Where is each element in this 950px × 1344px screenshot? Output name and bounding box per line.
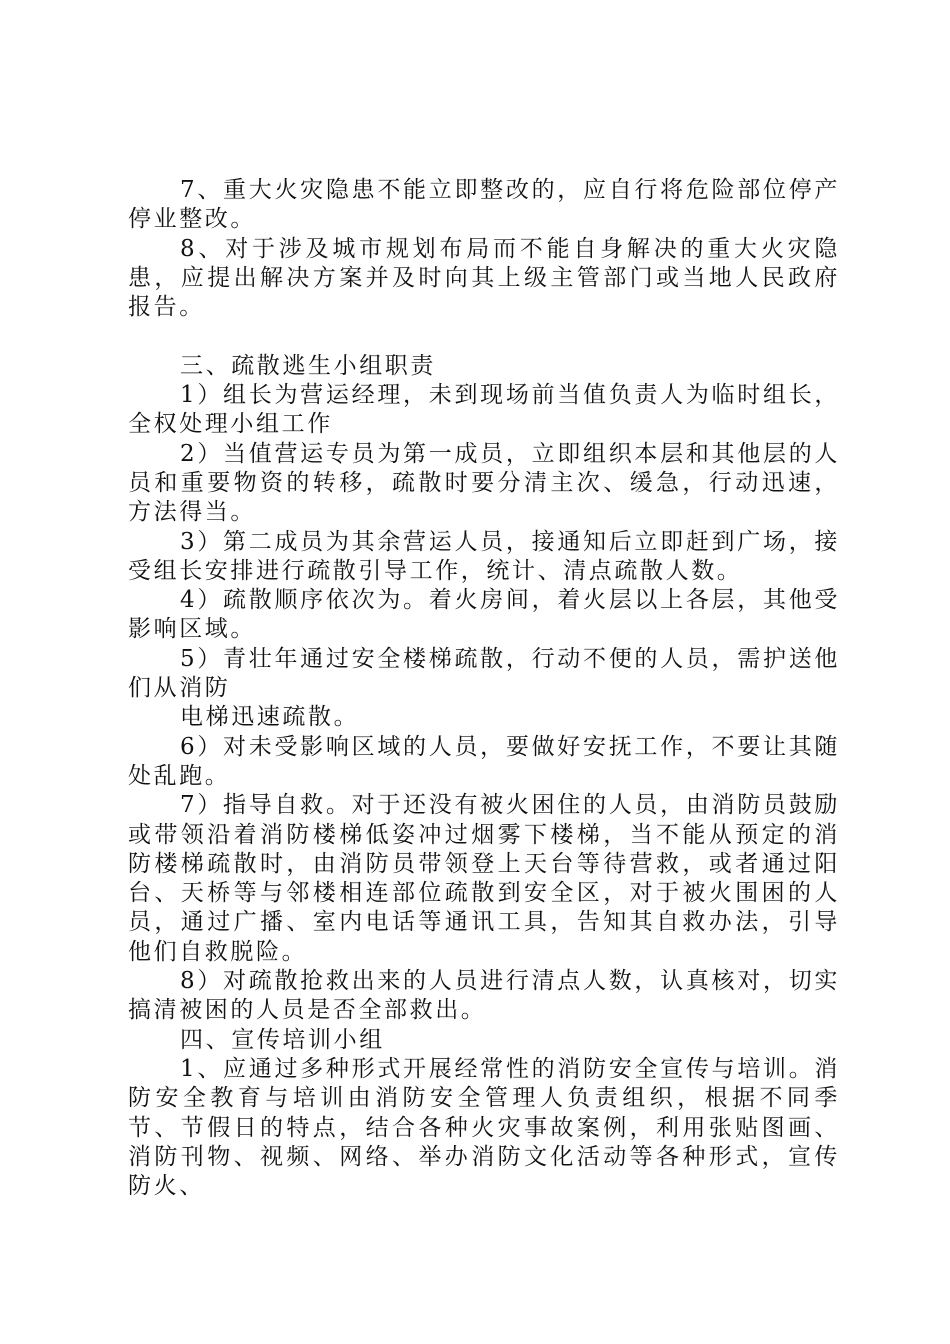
evacuation-item-3: 3）第二成员为其余营运人员，接通知后立即赶到广场，接受组长安排进行疏散引导工作，统计、清点疏散人数。: [128, 528, 840, 584]
evacuation-item-5: 5）青壮年通过安全楼梯疏散，行动不便的人员，需护送他们从消防: [128, 645, 840, 702]
paragraph-spacer: [128, 322, 840, 351]
evacuation-item-1: 1）组长为营运经理，未到现场前当值负责人为临时组长，全权处理小组工作: [128, 382, 840, 438]
evacuation-item-4: 4）疏散顺序依次为。着火房间，着火层以上各层，其他受影响区域。: [128, 587, 840, 643]
training-item-1: 1、应通过多种形式开展经常性的消防安全宣传与培训。消防安全教育与培训由消防安全管理人负责组织，根据不同季节、节假日的特点，结合各种火灾事故案例，利用张贴图画、消防刊物、视频、网络、举办消防文化活动等各种形式，宣传防火、: [128, 1055, 840, 1200]
evacuation-item-8: 8）对疏散抢救出来的人员进行清点人数，认真核对，切实搞清被困的人员是否全部救出。: [128, 968, 840, 1024]
section-heading-evacuation: 三、疏散逃生小组职责: [180, 352, 436, 379]
paragraph-item-8-report: 8、对于涉及城市规划布局而不能自身解决的重大火灾隐患，应提出解决方案并及时向其上级主管部门或当地人民政府报告。: [128, 235, 840, 321]
paragraph-item-7-rectification: 7、重大火灾隐患不能立即整改的，应自行将危险部位停产停业整改。: [128, 177, 840, 233]
document-body: [128, 176, 840, 1201]
evacuation-item-6: 6）对未受影响区域的人员，要做好安抚工作，不要让其随处乱跑。: [128, 733, 840, 789]
section-heading-training: 四、宣传培训小组: [180, 1026, 385, 1053]
evacuation-item-7: 7）指导自救。对于还没有被火困住的人员，由消防员鼓励或带领沿着消防楼梯低姿冲过烟雾下楼梯，当不能从预定的消防楼梯疏散时，由消防员带领登上天台等待营救，或者通过阳台、天桥等与邻楼相连部位疏散到安全区，对于被火围困的人员，通过广播、室内电话等通讯工具，告知其自救办法，引导他们自救脱险。: [128, 792, 840, 965]
evacuation-item-5-continued: 电梯迅速疏散。: [180, 704, 360, 731]
evacuation-item-2: 2）当值营运专员为第一成员，立即组织本层和其他层的人员和重要物资的转移，疏散时要分清主次、缓急，行动迅速，方法得当。: [128, 440, 840, 526]
